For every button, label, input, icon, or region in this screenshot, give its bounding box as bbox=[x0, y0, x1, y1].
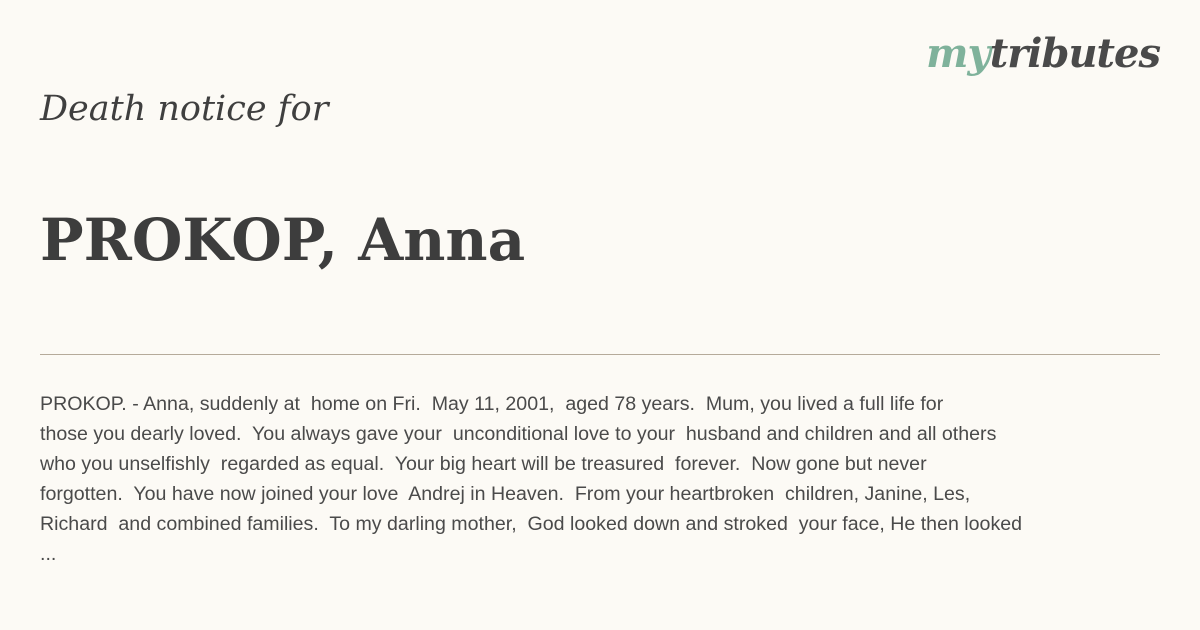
notice-line: those you dearly loved. You always gave your unconditional love to your husband and children and all others bbox=[40, 423, 997, 445]
mytributes-logo[interactable] bbox=[926, 30, 1160, 78]
notice-ellipsis: ... bbox=[40, 543, 57, 565]
notice-line: who you unselfishly regarded as equal. Your big heart will be treasured forever. Now gone but never bbox=[40, 453, 927, 475]
notice-line: Richard and combined families. To my darling mother, God looked down and stroked your face, He then looked bbox=[40, 513, 1023, 535]
logo-my-text: my bbox=[926, 30, 990, 77]
notice-body bbox=[40, 389, 1175, 569]
logo-tributes-text: tributes bbox=[989, 30, 1160, 77]
notice-line: forgotten. You have now joined your love Andrej in Heaven. From your heartbroken children, Janine, Les, bbox=[40, 483, 971, 505]
notice-line: PROKOP. - Anna, suddenly at home on Fri. May 11, 2001, aged 78 years. Mum, you lived a full life for bbox=[40, 393, 944, 415]
page-subtitle: Death notice for bbox=[40, 89, 329, 129]
divider bbox=[40, 354, 1160, 355]
deceased-name: PROKOP, Anna bbox=[40, 206, 526, 274]
